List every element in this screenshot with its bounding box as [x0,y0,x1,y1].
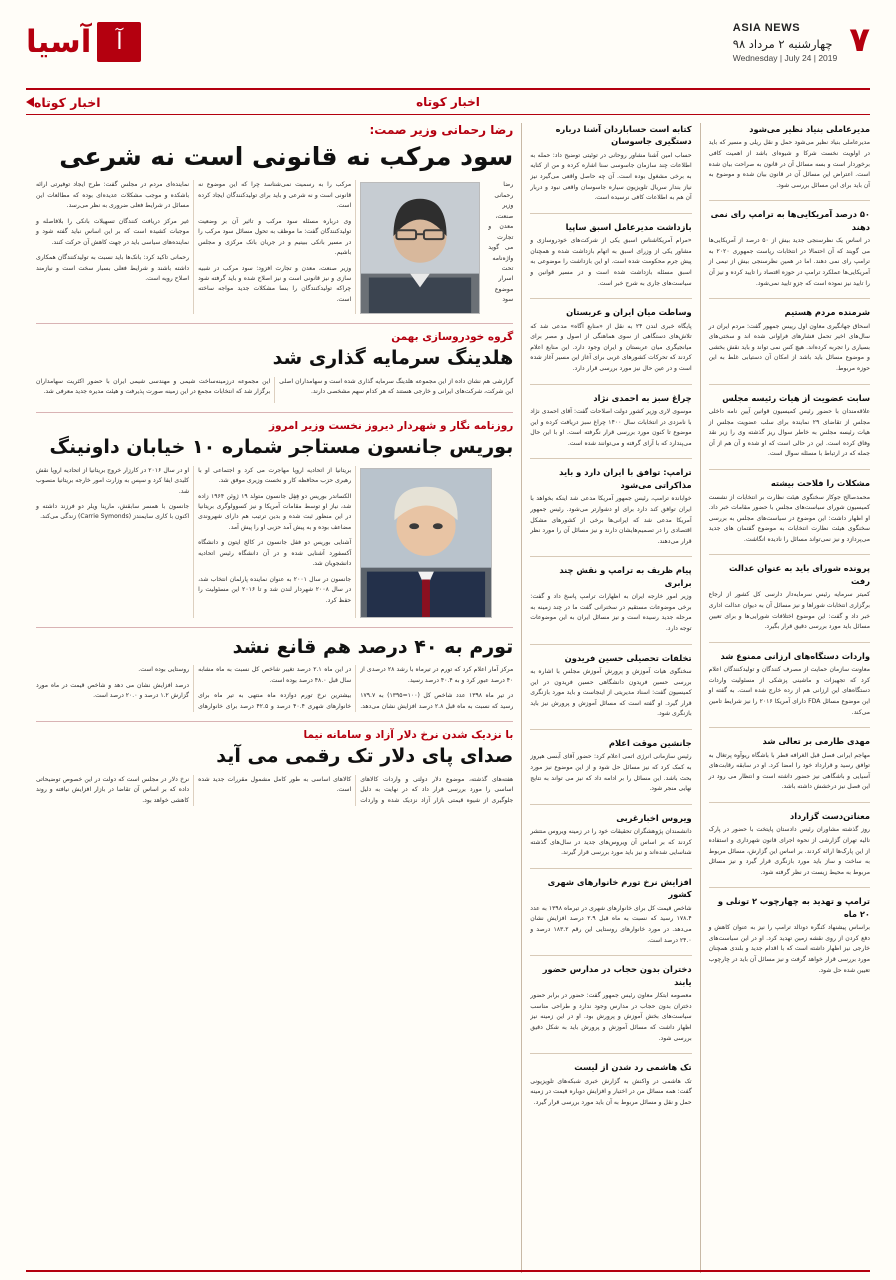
brief-paragraph: اسحاق جهانگیری معاون اول رییس جمهور گفت: مردم ایران در سال‌های اخیر تحمل فشارهای فراوانی شده اند و سختی‌های بسیاری را تجربه کرده‌اند. هیچ کس نمی تواند و باید نقش بخشی و موضوع مسائل باید باشد از امکان آن دستیابی غلط به این حوزه مربوط. [708,322,870,373]
brief-body [530,991,691,1044]
brief-body [709,590,870,632]
article-paragraph: گزارشی هم نشان داده از این مجموعه هلدینگ سرمایه گذاری شده است و سهامداران اصلی این شرکت، شرکت‌های ایرانی و خارجی هستند که هر کدام سهم مشخصی دارند. [279,377,514,396]
brief-headline: ترامپ: توافق با ایران دارد و باید مذاکراتی می‌شود [559,467,692,490]
brief-body [530,667,691,720]
brief-body [530,827,691,859]
brief-item [709,477,870,545]
dateline [733,22,837,63]
brief-body [530,1077,691,1109]
masthead [26,0,870,84]
brief-paragraph: روز گذشته مشاوران رئیس دادستان پایتخت با حضور در پارک نالیه تهران گزارشی از نحوه اجرای قانون شهرداری و استفاده از این پارک‌ها ارائه کردند. بر اساس این گزارش، مسائل مربوط به ساخت و ساز باید مورد بازنگری قرار گیرد و نیز مسائل مربوط به محیط زیست در نظر گرفته شود. [708,826,870,876]
brief-item [530,221,691,289]
brief-headline: افزایش نرخ تورم خانوارهای شهری کشور [547,877,692,900]
divider [530,729,691,730]
article-body [36,377,513,403]
lead-article [36,123,513,314]
brief-body [709,923,870,976]
brief-paragraph: پایگاه خبری لندن ۲۴ به نقل از «منابع آگاه» مدعی شد که تلاش‌های دستگاهی از سوی هماهنگی از اصول و مصر برای میانجیگری میان عربستان و ایران وجود دارد. این منابع اعلام کردند که تحرکات کشورهای غربی برای آغاز این مسیر آغاز شده است و در عین حال نیز مورد بررسی قرار دارد. [530,322,692,373]
brief-headline: ویروس اخبارغربی [616,812,692,823]
article-paragraph: آشنایی بوریس دو ففل جانسون در کالج ایتون و دانشگاه آکسفورد آشنایی شده و در آن دانشگاه رئیس اتحادیه دانشجویان شد. [198,539,352,568]
brief-headline: کتابه است حساباردان آشنا درباره دستگیری جاسوسان [555,124,692,147]
lead-paragraph: رحمانی تاکید کرد: بانک‌ها باید نسبت به تولیدکنندگان همکاری داشته باشند و شرایط فعلی بسیار سخت است و نیازمند اصلاح رویه است. [36,254,190,282]
portrait-photo-johnson [360,468,492,618]
article-paragraph: هفته‌های گذشته، موضوع دلار دولتی و واردات کالاهای اساسی را مورد بررسی قرار داد که در نهایت به دلیل جلوگیری از شیوه قیمتی بازار آزاد نزدیک شده و واردات کالاهای اساسی به طور کامل مشمول مقررات جدید شده است. [198,775,514,804]
section-kicker: اخبار کوتاه [34,94,101,110]
divider [530,213,691,214]
article-headline: صدای پای دلار تک رقمی می آید [216,745,514,768]
divider [709,298,870,299]
article-overline: گروه خودروسازی بهمن [391,331,514,344]
logo [26,22,141,62]
brief-body [709,751,870,793]
brief-item [709,735,870,793]
divider [709,384,870,385]
brief-body [530,236,691,289]
divider [36,627,513,628]
brief-headline: پرونده شورای باید به عنوان عدالت رفت [729,563,870,586]
brief-item [530,652,691,720]
brief-paragraph: مدیرعاملی بنیاد نظیر می‌شود حمل و نقل ریلی و مسیر که باید در اولویت نخست شرکا و شیوه‌ای باشد از اهمیت کافی برخوردار است و بسه مسائل آن در قانون به صراحت بیان شده است. اعتراض این مسائل آن در قانون بیان شده و موضوع به آن باید برای این مسائل بررسی شود. [708,139,870,189]
brief-item [530,1061,691,1108]
column-divider [521,123,522,1273]
brief-item [709,895,870,976]
brief-headline: شرمنده مردم هستیم [784,307,870,318]
divider [530,868,691,869]
brief-paragraph: شاخص قیمت کل برای خانوارهای شهری در تیرماه ۱۳۹۸ به عدد ۱۷۸.۴ رسید که نسبت به ماه قبل ۲.۹ درصد افزایش نشان می‌دهد. در مورد خانوارهای روستایی این رقم ۱۸۳.۲ درصد و ۲۴.۰ درصد است. [530,904,692,944]
brief-body [709,665,870,718]
article-paragraph: نرخ دلار در مجلس است که دولت در این خصوص توضیحاتی داده که بر اساس آن تقاضا در بازار افزایش نیافته و روند کاهشی خواهد بود. [36,775,190,804]
brief-paragraph: معصومه ابتکار معاون رئیس جمهور گفت: حضور در برابر حضور دختران بدون حجاب در مدارس وجود ندارد و طراحی مناسب سیاست‌های بخش آموزش و پرورش بود. او در این زمینه نیز اظهار داشت که مسائل آموزش و پرورش باید به شکل دقیق بررسی شود. [530,992,692,1042]
divider [530,384,691,385]
brand-name-en: ASIA NEWS [732,22,801,34]
brief-body [709,138,870,191]
brief-paragraph: دانشمندان پژوهشگران تحقیقات خود را در زمینه ویروس منتشر کردند که بر اساس آن ویروس‌های جدید در سال‌های گذشته شناسایی شده‌اند و نیز باید مورد بررسی قرار گیرند. [530,828,692,857]
lead-paragraph: غیر مرکز دریافت کنندگان تسهیلات بانکی را بلافاصله و موجبات کشیده است که بر این اساس نباید گفته شود و نماینده‌های سیاسی باید در جهت کاهش آن حرکت کنند. [36,217,190,246]
brief-item [530,123,691,204]
portrait-photo-rahmani [360,182,480,314]
brief-item [530,737,691,795]
brief-item [709,562,870,632]
brief-headline: مدیرعاملی بنیاد نظیر می‌شود [749,124,870,134]
brief-item [709,123,870,191]
briefs-column-middle [530,123,691,1273]
brief-headline: وساطت میان ایران و عربستان [566,307,692,318]
bottom-rule [26,1270,870,1272]
lead-paragraph: وزیر صنعت، معدن و تجارت افزود: سود مرکب در شبیه سازی و نیز قانونی است و نیز اصلاح شده و باید گرفته شود چراکه تولیدکنندگان را بسا مشکلات جدید مواجه ساخته است. [198,264,352,303]
date-persian: چهارشنبه ۲ مرداد ۹۸ [732,37,833,51]
divider [36,412,513,413]
section-bar [26,88,870,115]
brief-paragraph: خوابانده ترامپ، رئیس جمهور آمریکا مدعی شد اینکه بخواهد با ایران توافق کند دارد برای او دشوارتر می‌شود. رئیس جمهور آمریکا مدعی شد که ایرانی‌ها برخی از کشورهای مشکل اقتصادی را در تصمیم‌هایشان دارند و نیز مسائل آن را مورد نظر قرار می‌دهند. [530,495,692,545]
brief-headline: چراغ سبز به احمدی نژاد [593,392,692,403]
triangle-icon [26,97,34,107]
divider [709,802,870,803]
brief-item [530,392,691,450]
article-headline: بوریس جانسون مستاجر شماره ۱۰ خیابان داونینگ [49,435,514,458]
brief-body [530,322,691,375]
brief-item [530,876,691,946]
brief-headline: دختران بدون حجاب در مدارس حضور یابند [542,964,692,987]
brief-body [530,904,691,946]
brief-headline: تک هاشمی رد شدن از لیست [574,1062,692,1073]
brief-item [530,812,691,859]
brief-headline: بازداشت مدیرعامل اسبق ساپیا [565,221,692,232]
brief-headline: واردات دستگاه‌های ارزانی ممنوع شد [720,650,870,661]
divider [709,200,870,201]
brief-item [709,650,870,718]
brief-headline: پیام ظریف به ترامپ و نقش چند برابری [559,565,692,588]
divider [530,298,691,299]
divider [36,721,513,722]
lead-overline: رضا رحمانی وزیر صمت: [369,123,514,137]
brief-paragraph: رئیس سازمانی انرژی اتمی اعلام کرد: حضور آقای آبسی هیروز به کمک کرد که نیز مسائل حل شود و از این موضوع نیز مورد بحث باشد. این مسائل را بر ادامه داد که نیز می تواند به نتایج نهایی منجر شود. [530,753,692,793]
masthead-left [733,22,870,63]
section-label-short-news: اخبار کوتاه [416,95,480,109]
divider [709,727,870,728]
brief-body [530,752,691,794]
brief-headline: معناتن‌دست گزارداد [790,810,870,821]
article-inflation [36,635,513,713]
divider [709,554,870,555]
brief-body [530,592,691,634]
article-paragraph: در تیر ماه ۱۳۹۸ عدد شاخص کل (۱۰۰=۱۳۹۵) به ۱۷۹.۷ رسید که نسبت به ماه قبل ۲.۸ درصد افزایش نشان می‌دهد. در این ماه ۲.۱ درصد تغییر شاخص کل نسبت به ماه مشابه سال قبل ۴۸.۰ درصد بوده است. [198,666,514,710]
brief-paragraph: حساب امین آشنا مشاور روحانی در توئیتی توضیح داد: حمله به اطلاعات چند سازمان جاسوسی سنا اشاره کرده و من از کنایه به برخی مشغول بوده است. آن چه حاصل واقعی می‌گیرد نیز نیاز بندار سریال تلویزیون سیاره جاسوسان واقعی نبود و دربار آن هم به اطلاعات کافی نرسیده است. [530,151,692,202]
logo-wordmark: آسیا [26,23,92,60]
brief-paragraph: براساس پیشنهاد کنگره دونالد ترامپ را نیز به عنوان کاهش و دفع کردن از روی نقشه زمین تهدید کرد. او در این سیاست‌های خارجی نیز اظهار داشته است که با اقدام جدید و بلندی همچنان مورد بررسی قرار خواهد گرفت و نیز مسائل آن باید در چارچوب تعیین شده حل شود. [708,924,870,974]
date-gregorian: Wednesday | July 24 | 2019 [732,53,838,63]
lead-headline: سود مرکب نه قانونی است نه شرعی [59,142,514,171]
brief-item [530,963,691,1044]
article-dollar [36,729,513,806]
article-body [36,665,513,712]
brief-body [709,493,870,546]
brief-paragraph: معاونت سازمان حمایت از مصرف کنندگان و تولیدکنندگان اعلام کرد که تجهیزات و ماشینی پزشکی از مسئولیت واردات دستگاه‌های این ارزانی هم از رده خارج شده است. به گفته او این موضوع مسائل FDA دارای آمریکا ۲۰۱۶ را نیز شرایط تامین می‌کند. [708,666,871,716]
brief-paragraph: مهاجم ایرانی فصل قبل الغرافه قطر با باشگاه ریوآوه پرتغال به توافق رسید و قرارداد خود را امضا کرد. او در سابقه رقابت‌های آسیایی و باشگاهی نیز حضور داشته است و انتظار می رود در این فصل نیز درخشش داشته باشد. [708,751,870,791]
brief-body [709,825,870,878]
brief-item [709,306,870,374]
brief-body [709,236,870,289]
article-paragraph: این مجموعه درزمینه‌ساخت شیمی و مهندسی شیمی ایران با حضور اکثریت سهامداران برگزار شد که انتخابات مجمع در این زمینه صورت پذیرفت و هیئت مدیره جدید معرفی شد. [36,377,271,396]
brief-body [709,322,870,375]
article-boris-johnson [36,420,513,618]
brief-body [530,407,691,449]
article-paragraph: مرکز آمار اعلام کرد که تورم در تیرماه با رشد ۲۸ درصدی از ۴۰ درصد عبور کرد و به ۴۰.۴ درصد رسید. [360,666,514,684]
brief-headline: ۵۰ درصد آمریکایی‌ها به ترامپ رای نمی دهند [710,209,870,232]
article-paragraph: بیشترین نرخ تورم دوازده ماه منتهی به تیر ماه برای خانوارهای شهری ۴۰.۴ درصد و ۴۲.۵ درصد برای خانوارهای روستایی بوده است. [138,666,352,710]
brief-paragraph: در اساس یک نظرسنجی جدید بیش از ۵۰ درصد از آمریکایی‌ها می گویند که آن احتمالا در انتخابات ریاست جمهوری ۲۰۲۰ به ترامپ رای نمی دهند. اما در همین نظرسنجی بیش از نیمی از آمریکایی‌ها عملکرد ترامپ در حوزه اقتصاد را تایید کرده و نیز آن را تایید نیز نموده است که جزو تایید نمی‌شود. [708,237,870,287]
article-body [36,466,513,618]
brief-paragraph: محمدصالح جوکار سخنگوی هیئت نظارت بر انتخابات از نشست کمیسیون شورای سیاست‌های مجلس با حضور مقامات خبر داد. او اظهار داشت: این موضوع در سیاست‌های مجلس به بررسی سخنگوی هیئت نظارت انتخابات به موضوع گفتمان های جدید می‌پردازد و نیز نمی‌تواند مسائل را نادیده انگاشت. [708,493,870,543]
brief-paragraph: سخنگوی هیات آموزش و پرورش آموزش مجلس با اشاره به بررسی حسین فریدون دانشگاهی حسین فریدون در این کمیسیون گفت: اسناد مدیریتی از اینجاست و باید مورد بازنگری قرار گیرد. او گفته است که مسائل آموزش و پرورش نیز باید بازنگری شود. [530,668,692,718]
article-paragraph: بریتانیا از اتحادیه اروپا مهاجرت می کرد و اجتماعی او با رهبری حزب محافظه کار و نخست وزیری موفق شد. [198,466,352,485]
article-headline: هلدینگ سرمایه گذاری شد [272,347,514,370]
divider [530,556,691,557]
article-paragraph: الکساندر بوریس دو فِفِل جانسون متولد ۱۹ ژوئن ۱۹۶۴ زاده شد، نیاز او توسط مقامات آمریکا و نیز کسوولوگری بریتانیا در این منظور ثبت شده و بدین ترتیب هم دارای شهروندی مضاعف بوده و به پیش آمد حزبی او را پیش آمد. [198,492,352,531]
brief-headline: مشکلات را فلاحت بیشته [770,478,870,489]
article-paragraph: جانسون با همسر سابقش، مارینا ویلر دو فرزند داشته و اکنون با کاری سایمندز (Carrie Symonds) زندگی می‌کند. [36,502,190,521]
article-headline: تورم به ۴۰ درصد هم قانع نشد [232,635,514,658]
page-number: ۷ [849,20,870,60]
divider [709,642,870,643]
article-paragraph: او در سال ۲۰۱۶ در کارزار خروج بریتانیا از اتحادیه اروپا نقش کلیدی ایفا کرد و سپس به وزارت امور خارجه بریتانیا منصوب شد. [36,466,190,495]
divider [530,644,691,645]
brief-paragraph: تک هاشمی در واکنش به گزارش خبری شبکه‌های تلویزیونی گفت: همه مسائل من در اختیار و افزایش دوباره قیمت در زمینه حمل و نقل و مسائل مربوط به آن باید مورد بررسی قرار گیرد. [530,1077,692,1106]
main-column [26,123,513,1273]
divider [709,887,870,888]
briefs-column-left [709,123,870,1273]
article-overline: با نزدیک شدن نرخ دلار آزاد و سامانه نیما [303,729,514,742]
lead-body [36,180,513,314]
brief-paragraph: وزیر امور خارجه ایران به اظهارات ترامپ پاسخ داد و گفت: برخی موضوعات مستقیم در سخنرانی گفت ما در چند زمینه به مرحله جدید رسیده است و نیز مسائل ایران به این موضوعات توجه دارد. [530,593,692,632]
divider [530,955,691,956]
article-paragraph: درصد افزایش نشان می دهد و شاخص قیمت در ماه مورد گزارش ۱.۲ درصد و ۲۰.۰ درصد است. [36,681,190,700]
brief-paragraph: کمیتر سرمایه رئیس سرمایه‌دار دارسی کل کشور از ارجاع برگزاری انتخابات شوراها و نیز مسائل آن به دیوان عدالت اداری خبر داد و گفت: این موضوع اختلافات شورایی‌ها و برای تعیین مسائل باید مورد بررسی دقیق قرار بگیرد. [708,591,870,631]
lead-paragraph: رضا رحمانی وزیر صنعت، معدن و تجارت می گوید واژه‌نامه تحت اسرار موضوع سود مرکب را به رسمیت نمی‌شناسد چرا که این موضوع نه قانونی است و نه شرعی و باید برای تولیدکنندگان ایجاد کرده است. [198,181,514,304]
column-divider [700,123,701,1273]
article-overline: روزنامه نگار و شهردار دیروز نخست وزیر امروز [268,419,514,432]
brief-item [530,306,691,374]
brief-headline: مهدی طارمی بر تعالی شد [762,736,870,747]
brief-paragraph: «مرام آمریکا‌شناس اسبق یکی از شرکت‌های خودروسازی و مشاور یکی از وزرای اسبق به اتهام بازداشت شده و همچنان پیش جرم محکومت شده است. او این بازداشت را موضوعی به اسبق مسئله بازداشت شده است و در مسیر قوانین و سیاست‌های جاری به شرح خبر است. [530,237,692,287]
brief-item [709,392,870,460]
brief-headline: سابت عضویت از هیات رئیسه مجلس [722,392,870,403]
brief-body [709,407,870,460]
logo-mark-icon: آ [97,22,141,62]
brief-body [530,494,691,547]
article-paragraph: جانسون در سال ۲۰۰۱ به عنوان نماینده پارلمان انتخاب شد، در سال ۲۰۰۸ شهردار لندن شد و تا ۲۰۱۶ این مسئولیت را حفظ کرد. [198,575,352,604]
brief-item [709,208,870,289]
lead-paragraph: نماینده‌ای مردم در مجلس گفت: طرح ایجاد توفیرتی ارائه باشکده و موجب مشکلات عدیده‌ای بوده که مطالعات این مسائل در شرایط فعلی ضروری به نظر می‌رسد. [36,181,190,210]
boris-photo-figure [360,468,492,618]
brief-item [530,466,691,547]
article-bahman-group [36,331,513,403]
divider [709,469,870,470]
lead-photo-figure [360,182,480,314]
lead-paragraph: وی درباره مسئله سود مرکب و تاثیر آن بر وضعیت تولیدکنندگان گفت: ما موظف به تحول مسائل سود مرکب را در مسیر بانکی ببینیم و در جریان بانک مرکزی و مجلس باشیم. [198,217,352,257]
brief-item [530,564,691,634]
brief-paragraph: موسوی لاری وزیر کشور دولت اصلاحات گفت: آقای احمدی نژاد با نامزدی در انتخابات سال ۱۴۰۰ چراغ سبز دریافت کرده و این موضوع تا کنون مورد بررسی قرار نگرفته است. او با این حال می‌پندارد که با آرای گرفته و می‌توانند شده است. [530,408,692,447]
brief-headline: جانشین موقت اعلام [608,737,692,748]
divider [530,804,691,805]
brief-body [530,151,691,204]
divider [530,458,691,459]
brief-headline: تخلفات تحصیلی حسین فریدون [564,652,692,663]
brief-item [709,810,870,878]
article-body [36,775,513,806]
page-grid [26,123,870,1273]
divider [36,323,513,324]
brief-headline: ترامپ و تهدید به چهارچوب ۲ تونلی و ۲۰ ماه [717,896,870,919]
brief-paragraph: علاقه‌مندان با حضور رئیس کمیسیون قوانین آیین نامه داخلی مجلس از تقاضای ۲۹ نماینده برای سلب عضویت مجلس از هیات رئیسه مجلس به خاطر سوال ریز گذشته وی را زیر نقد وفاق کرده است. این در حالی است که او شده و آن هم از آن جمله که در ارتباط با مسئله سوال است. [708,408,870,458]
divider [530,1053,691,1054]
